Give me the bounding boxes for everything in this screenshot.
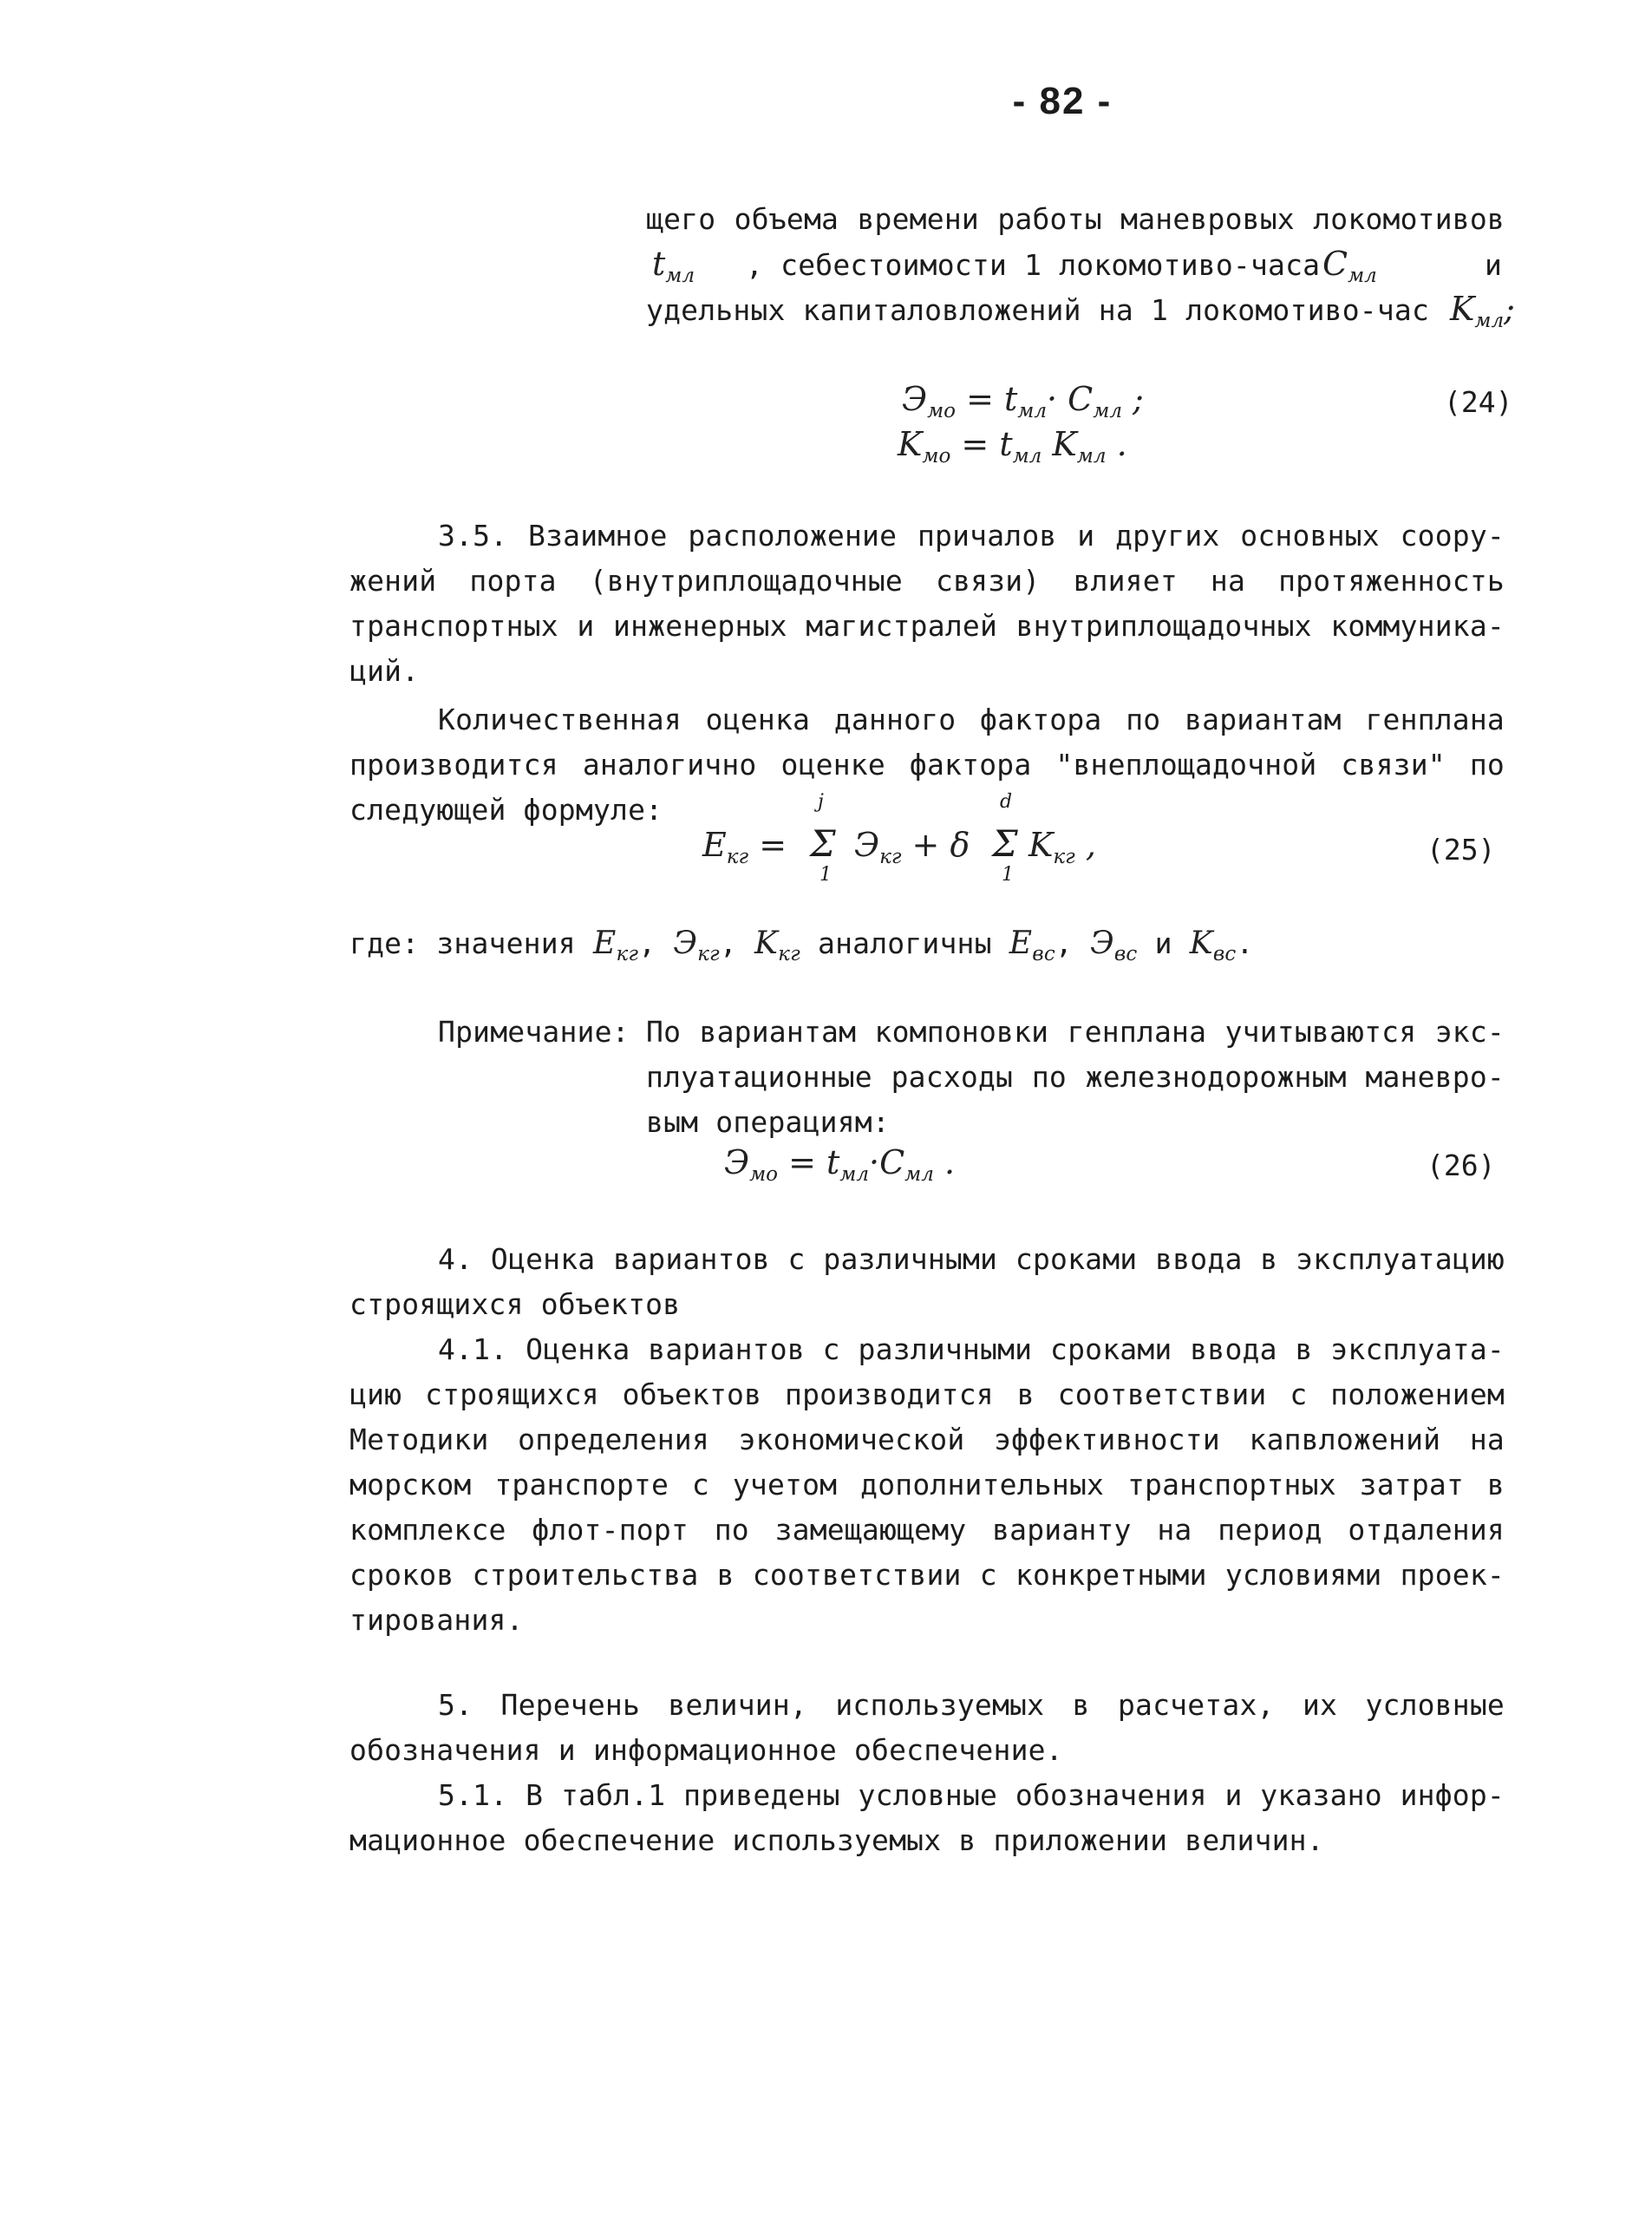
formula-inline: $t_{мл}$ [652, 245, 695, 287]
section-heading: 5. Перечень величин, используемых в расчетах, их условные [438, 1688, 1505, 1722]
sum-lower-limit: 1 [819, 864, 832, 886]
text-line: сроков строительства в соответствии с конкретными условиями проек- [349, 1558, 1505, 1592]
section-heading: обозначения и информационное обеспечение. [349, 1733, 1063, 1767]
text-line: и [1485, 248, 1503, 282]
section-heading: 4. Оценка вариантов с различными сроками ввода в эксплуатацию [438, 1242, 1505, 1276]
text-line: где: значения $E_{кг}$, $Э_{кг}$, $K_{кг}$ аналогичны $E_{вс}$, $Э_{вс}$ и $K_{вс}$. [349, 926, 1254, 965]
text-line: удельных капиталовложений на 1 локомотиво-час [646, 293, 1430, 327]
equation-number: (24) [1444, 385, 1513, 419]
sum-icon: Σ [810, 822, 836, 865]
text-line: следующей формуле: [349, 793, 663, 827]
text-line: 4.1. Оценка вариантов с различными сроками ввода в эксплуата- [438, 1332, 1505, 1366]
text-line: По вариантам компоновки генплана учитываются экс- [646, 1015, 1505, 1049]
text-line: Количественная оценка данного фактора по вариантам генплана [438, 703, 1505, 736]
text-line: ций. [349, 654, 420, 688]
text-line: вым операциям: [646, 1105, 890, 1139]
text-line: мационное обеспечение используемых в приложении величин. [349, 1823, 1324, 1857]
text-line: цию строящихся объектов производится в соответствии с положением [349, 1377, 1505, 1411]
text-line: щего объема времени работы маневровых локомотивов [646, 202, 1505, 236]
page-number: - 82 - [1012, 80, 1113, 122]
formula-24-line2: $K_{мо} = t_{мл}$ $K_{мл}$ . [898, 425, 1127, 468]
equation-number: (26) [1427, 1148, 1496, 1182]
sum-upper-limit: j [818, 791, 824, 813]
text-line: тирования. [349, 1603, 524, 1637]
equation-number: (25) [1427, 833, 1496, 867]
formula-24-line1: $Э_{мо} = t_{мл}\cdot C_{мл}$ ; [902, 380, 1144, 422]
formula-26: $Э_{мо} = t_{мл}\cdot C_{мл}$ . [724, 1143, 956, 1186]
text-line: производится аналогично оценке фактора "внеплощадочной связи" по [349, 748, 1505, 782]
formula-25-term: $Э_{кг} + \delta$ [854, 826, 970, 868]
text-line: плуатационные расходы по железнодорожным маневро- [646, 1060, 1505, 1094]
text-line: жений порта (внутриплощадочные связи) влияет на протяженность [349, 564, 1505, 598]
text-line: морском транспорте с учетом дополнительных транспортных затрат в [349, 1468, 1505, 1502]
sum-icon: Σ [992, 822, 1018, 865]
section-heading: строящихся объектов [349, 1287, 681, 1321]
text-line: комплексе флот-порт по замещающему варианту на период отдаления [349, 1513, 1505, 1547]
text-line: Методики определения экономической эффективности капвложений на [349, 1423, 1505, 1456]
text-line: транспортных и инженерных магистралей внутриплощадочных коммуника- [349, 609, 1505, 643]
sum-lower-limit: 1 [1002, 864, 1014, 886]
formula-25-term: $K_{кг}$ , [1028, 826, 1096, 868]
sum-upper-limit: d [1000, 791, 1013, 813]
text-line: 5.1. В табл.1 приведены условные обозначения и указано инфор- [438, 1778, 1505, 1812]
note-label: Примечание: [438, 1015, 630, 1049]
text-line: , себестоимости 1 локомотиво-часа [746, 248, 1321, 282]
text-line: 3.5. Взаимное расположение причалов и других основных соору- [438, 519, 1505, 553]
formula-inline: $C_{мл}$ [1322, 245, 1377, 287]
formula-25: $E_{кг}$ = [702, 826, 787, 868]
formula-inline: $K_{мл}$; [1450, 290, 1515, 332]
